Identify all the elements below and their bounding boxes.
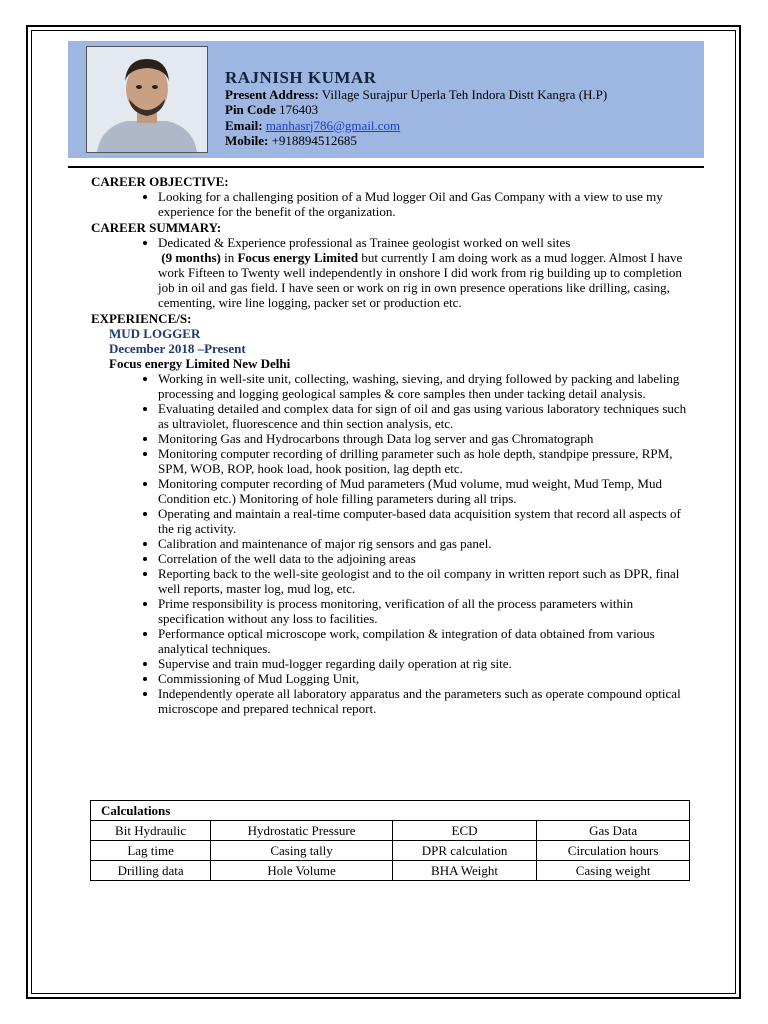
objective-item: • Looking for a challenging position of a Mud logger Oil and Gas Company with a view to use my experience for the benefit of the organization. [158, 189, 691, 219]
calculations-table [90, 800, 690, 881]
job-company: Focus energy Limited New Delhi [109, 356, 291, 371]
table-cell: Lag time [91, 841, 211, 861]
summary-item [158, 235, 691, 310]
resume-body [91, 173, 691, 716]
experience-item: • Monitoring computer recording of Mud parameters (Mud volume, mud weight, Mud Temp, Mud Condition etc.) Monitoring of hole filling parameters during all trips. [158, 476, 691, 506]
email-label: Email: [225, 117, 263, 133]
summary-company: Focus energy Limited [237, 250, 359, 265]
summary-text-2: in [220, 250, 238, 265]
table-cell: Gas Data [537, 821, 690, 841]
table-row [91, 861, 690, 881]
table-cell: Hole Volume [211, 861, 393, 881]
job-title: MUD LOGGER [109, 326, 201, 341]
mobile-line [225, 133, 607, 149]
header-divider [68, 166, 704, 168]
experience-item: • Correlation of the well data to the adjoining areas [158, 551, 691, 566]
summary-months: (9 months) [161, 250, 221, 265]
table-cell: Drilling data [91, 861, 211, 881]
summary-text-1: Dedicated & Experience professional as Trainee geologist worked on well sites [158, 235, 571, 250]
summary-heading: CAREER SUMMARY: [91, 220, 222, 235]
mobile-value: +918894512685 [271, 133, 357, 148]
experience-item: • Working in well-site unit, collecting, washing, sieving, and drying followed by packing and labeling processing and logging geological samples & core samples then under tacking detail analysis. [158, 371, 691, 401]
table-cell: ECD [392, 821, 536, 841]
table-cell: Bit Hydraulic [91, 821, 211, 841]
experience-item: • Operating and maintain a real-time computer-based data acquisition system that record all aspects of the rig activity. [158, 506, 691, 536]
table-cell: Casing weight [537, 861, 690, 881]
email-line [225, 118, 607, 134]
table-caption: Calculations [91, 801, 690, 821]
pin-label: Pin Code [225, 102, 276, 117]
summary-text-3: but currently I am doing work as a mud logger. Almost I have work Fifteen to Twenty well independently in onshore I did work from rig building up to completion job in oil and gas field. I have seen or work on rig in own presence operations like drilling, casing, cementing, wire line logging, packer set or production etc. [158, 250, 683, 310]
experience-item: • Prime responsibility is process monitoring, verification of all the process parameters within specification without any loss to facilities. [158, 596, 691, 626]
candidate-name: RAJNISH KUMAR [225, 68, 377, 87]
contact-block [225, 70, 607, 149]
experience-item: • Evaluating detailed and complex data for sign of oil and gas using various laboratory techniques such as ultraviolet, fluorescence and thin section analysis, etc. [158, 401, 691, 431]
table-row [91, 841, 690, 861]
table-cell: Hydrostatic Pressure [211, 821, 393, 841]
experience-item: • Monitoring computer recording of drilling parameter such as hole depth, standpipe pressure, RPM, SPM, WOB, ROP, hook load, hook position, lag depth etc. [158, 446, 691, 476]
pin-value: 176403 [279, 102, 319, 117]
address-label: Present Address: [225, 86, 319, 102]
table-row [91, 821, 690, 841]
experience-item: • Independently operate all laboratory apparatus and the parameters such as operate compound optical microscope and prepared technical report. [158, 686, 691, 716]
experience-list [91, 371, 691, 716]
experience-heading: EXPERIENCE/S: [91, 311, 192, 326]
email-link[interactable]: manhasrj786@gmail.com [265, 117, 401, 133]
pin-line [225, 102, 607, 118]
experience-item: • Monitoring Gas and Hydrocarbons through Data log server and gas Chromatograph [158, 431, 691, 446]
experience-item: • Reporting back to the well-site geologist and to the oil company in written report such as DPR, final well reports, master log, mud log, etc. [158, 566, 691, 596]
objective-heading: CAREER OBJECTIVE: [91, 174, 229, 189]
summary-list [91, 235, 691, 310]
table-caption-row [91, 801, 690, 821]
table-cell: Circulation hours [537, 841, 690, 861]
experience-item: • Supervise and train mud-logger regarding daily operation at rig site. [158, 656, 691, 671]
job-dates: December 2018 –Present [109, 341, 246, 356]
address-value: Village Surajpur Uperla Teh Indora Distt Kangra (H.P) [321, 86, 608, 102]
experience-item: • Calibration and maintenance of major rig sensors and gas panel. [158, 536, 691, 551]
experience-item: • Commissioning of Mud Logging Unit, [158, 671, 691, 686]
mobile-label: Mobile: [225, 133, 269, 148]
table-cell: BHA Weight [392, 861, 536, 881]
address-line [225, 87, 607, 103]
experience-item: • Performance optical microscope work, compilation & integration of data obtained from various analytical techniques. [158, 626, 691, 656]
table-cell: Casing tally [211, 841, 393, 861]
objective-list [91, 189, 691, 219]
table-cell: DPR calculation [392, 841, 536, 861]
profile-photo [86, 46, 208, 153]
